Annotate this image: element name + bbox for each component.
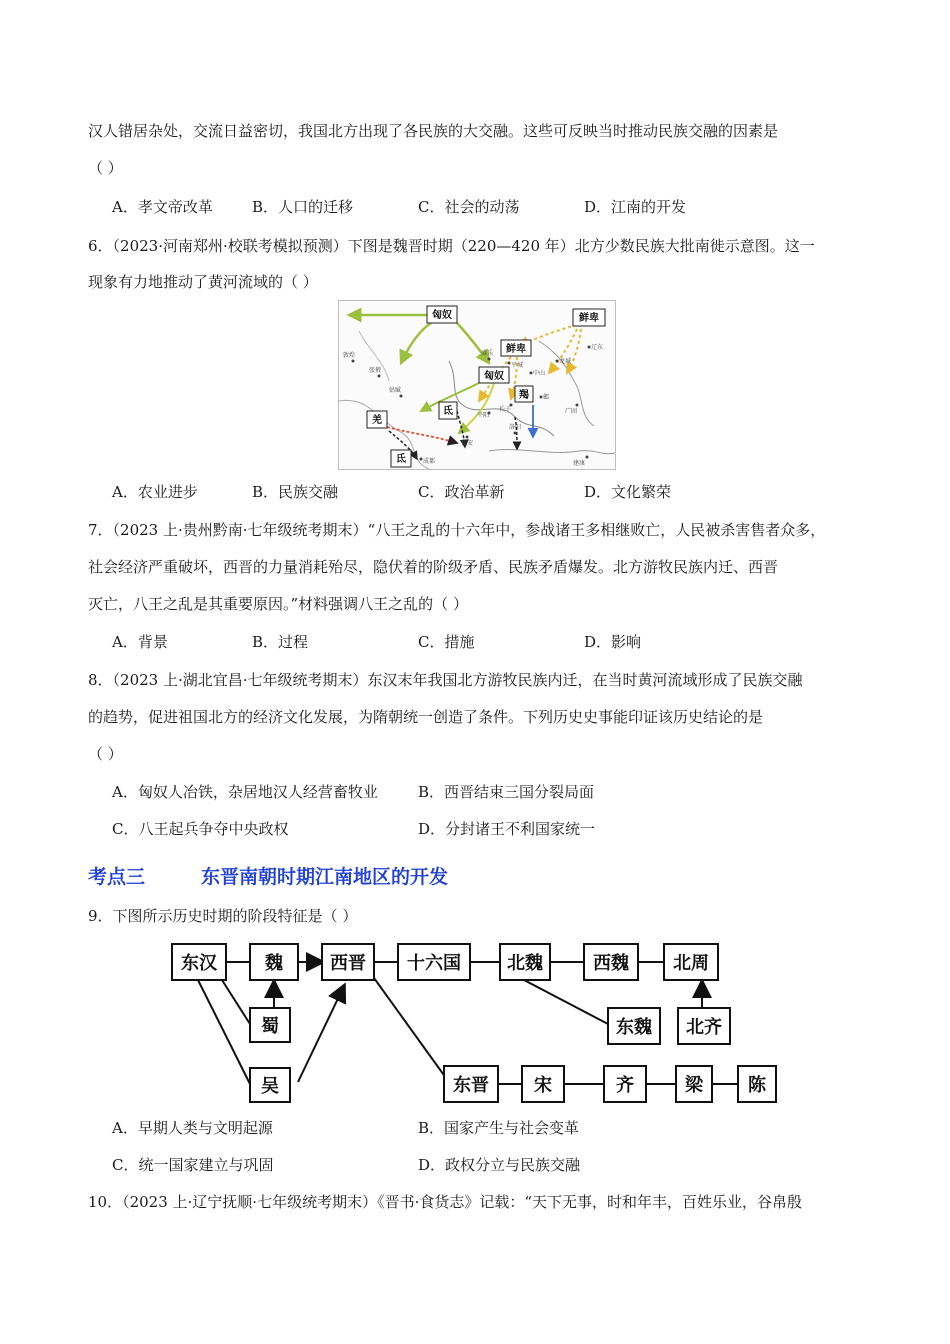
map-place-ye: 邺 <box>543 394 550 401</box>
node-dongjin: 东晋 <box>453 1075 489 1096</box>
q6-stem-line1: 6．（2023·河南郑州·校联考模拟预测）下图是魏晋时期（220—420 年）北方少数民族大批南徙示意图。这一 <box>88 237 815 255</box>
map-people-xianbei-east: 鲜卑 <box>579 313 599 324</box>
map-people-xianbei-center: 鲜卑 <box>506 344 526 355</box>
map-place-jiankang: 建康 <box>573 460 586 467</box>
map-place-luoyang: 洛阳 <box>509 424 522 431</box>
dynasty-flowchart <box>168 938 780 1108</box>
map-place-liaodong: 辽东 <box>591 344 604 351</box>
q9-option-d: D．政权分立与民族交融 <box>418 1156 581 1174</box>
q9-stem: 9．下图所示历史时期的阶段特征是（ ） <box>88 907 358 925</box>
node-xiwei: 西魏 <box>593 953 629 974</box>
map-people-jie: 羯 <box>519 390 529 401</box>
q6-option-b: B．民族交融 <box>252 483 339 501</box>
section-number: 考点三 <box>88 866 146 888</box>
map-people-xiongnu-center: 匈奴 <box>484 371 504 382</box>
q10-stem-line1: 10．（2023 上·辽宁抚顺·七年级统考期末）《晋书·食货志》记载：“天下无事，时和年丰，百姓乐业，谷帛殷 <box>88 1193 803 1211</box>
q7-option-d: D．影响 <box>584 633 642 651</box>
node-shiliuguo: 十六国 <box>407 953 461 974</box>
map-people-di-center: 氐 <box>443 406 453 417</box>
q8-stem-line3: （ ） <box>88 745 123 763</box>
node-wu: 吴 <box>261 1076 279 1097</box>
map-place-dunhuang: 敦煌 <box>343 352 356 359</box>
map-place-zhangye: 张掖 <box>369 367 382 374</box>
node-song: 宋 <box>534 1075 552 1096</box>
node-beiqi: 北齐 <box>686 1017 722 1038</box>
q5-answer-paren: （ ） <box>88 159 123 177</box>
node-liang: 梁 <box>685 1075 703 1096</box>
q8-option-b: B．西晋结束三国分裂局面 <box>418 783 595 801</box>
map-place-pingyang: 平阳 <box>477 412 490 419</box>
map-people-qiang: 羌 <box>372 415 382 426</box>
map-place-shengle: 盛乐 <box>481 350 494 357</box>
section-heading <box>88 862 448 889</box>
q5-option-d: D．江南的开发 <box>584 198 687 216</box>
map-place-chengdu: 成都 <box>423 458 436 465</box>
q5-option-c: C．社会的动荡 <box>418 198 520 216</box>
node-donghan: 东汉 <box>181 953 217 974</box>
node-beizhou: 北周 <box>673 953 709 974</box>
q5-text-line: 汉人错居杂处，交流日益密切，我国北方出现了各民族的大交融。这些可反映当时推动民族交融的因素是 <box>88 122 779 140</box>
node-beiwei: 北魏 <box>507 953 543 974</box>
node-xijin: 西晋 <box>330 953 366 974</box>
q5-option-b: B．人口的迁移 <box>252 198 354 216</box>
q9-option-a: A．早期人类与文明起源 <box>112 1119 273 1137</box>
q6-option-c: C．政治革新 <box>418 483 505 501</box>
q9-option-c: C．统一国家建立与巩固 <box>112 1156 274 1174</box>
map-place-zhangzi: 长子 <box>499 406 512 413</box>
node-chen: 陈 <box>748 1075 766 1096</box>
q7-stem-line2: 社会经济严重破坏，西晋的力量消耗殆尽，隐伏着的阶级矛盾、民族矛盾爆发。北方游牧民族内迁、西晋 <box>88 558 779 576</box>
q6-option-a: A．农业进步 <box>112 483 198 501</box>
q5-option-a: A．孝文帝改革 <box>112 198 213 216</box>
map-place-zhongshan: 中山 <box>533 370 546 377</box>
q7-option-c: C．措施 <box>418 633 475 651</box>
q8-stem-line1: 8．（2023 上·湖北宜昌·七年级统考期末）东汉末年我国北方游牧民族内迁，在当时黄河流域形成了民族交融 <box>88 671 803 689</box>
q7-stem-line1: 7．（2023 上·贵州黔南·七年级统考期末）“八王之乱的十六年中，参战诸王多相继败亡，人民被杀害售者众多， <box>88 521 826 539</box>
q8-option-d: D．分封诸王不利国家统一 <box>418 820 596 838</box>
map-place-longcheng: 龙城 <box>559 358 572 365</box>
map-people-di-south: 氐 <box>396 454 406 465</box>
q7-option-a: A．背景 <box>112 633 168 651</box>
node-qi: 齐 <box>616 1075 634 1096</box>
migration-map <box>338 300 616 470</box>
node-wei: 魏 <box>265 953 283 974</box>
map-place-guanggu: 广固 <box>565 408 578 415</box>
map-place-guzang: 姑臧 <box>389 387 402 394</box>
section-title: 东晋南朝时期江南地区的开发 <box>201 866 449 888</box>
node-shu: 蜀 <box>261 1016 279 1037</box>
map-people-xiongnu-north: 匈奴 <box>432 310 452 321</box>
q7-stem-line3: 灭亡，八王之乱是其重要原因。”材料强调八王之乱的（ ） <box>88 595 468 613</box>
q9-option-b: B．国家产生与社会变革 <box>418 1119 580 1137</box>
q8-option-a: A．匈奴人冶铁，杂居地汉人经营畜牧业 <box>112 783 378 801</box>
map-place-pingcheng: 平城 <box>511 362 524 369</box>
q8-option-c: C．八王起兵争夺中央政权 <box>112 820 289 838</box>
node-dongwei: 东魏 <box>616 1017 652 1038</box>
map-place-changan: 长安 <box>461 440 474 447</box>
q6-stem-line2: 现象有力地推动了黄河流域的（ ） <box>88 273 318 291</box>
q8-stem-line2: 的趋势，促进祖国北方的经济文化发展，为隋朝统一创造了条件。下列历史史事能印证该历史结论的是 <box>88 708 764 726</box>
q7-option-b: B．过程 <box>252 633 309 651</box>
q6-option-d: D．文化繁荣 <box>584 483 672 501</box>
